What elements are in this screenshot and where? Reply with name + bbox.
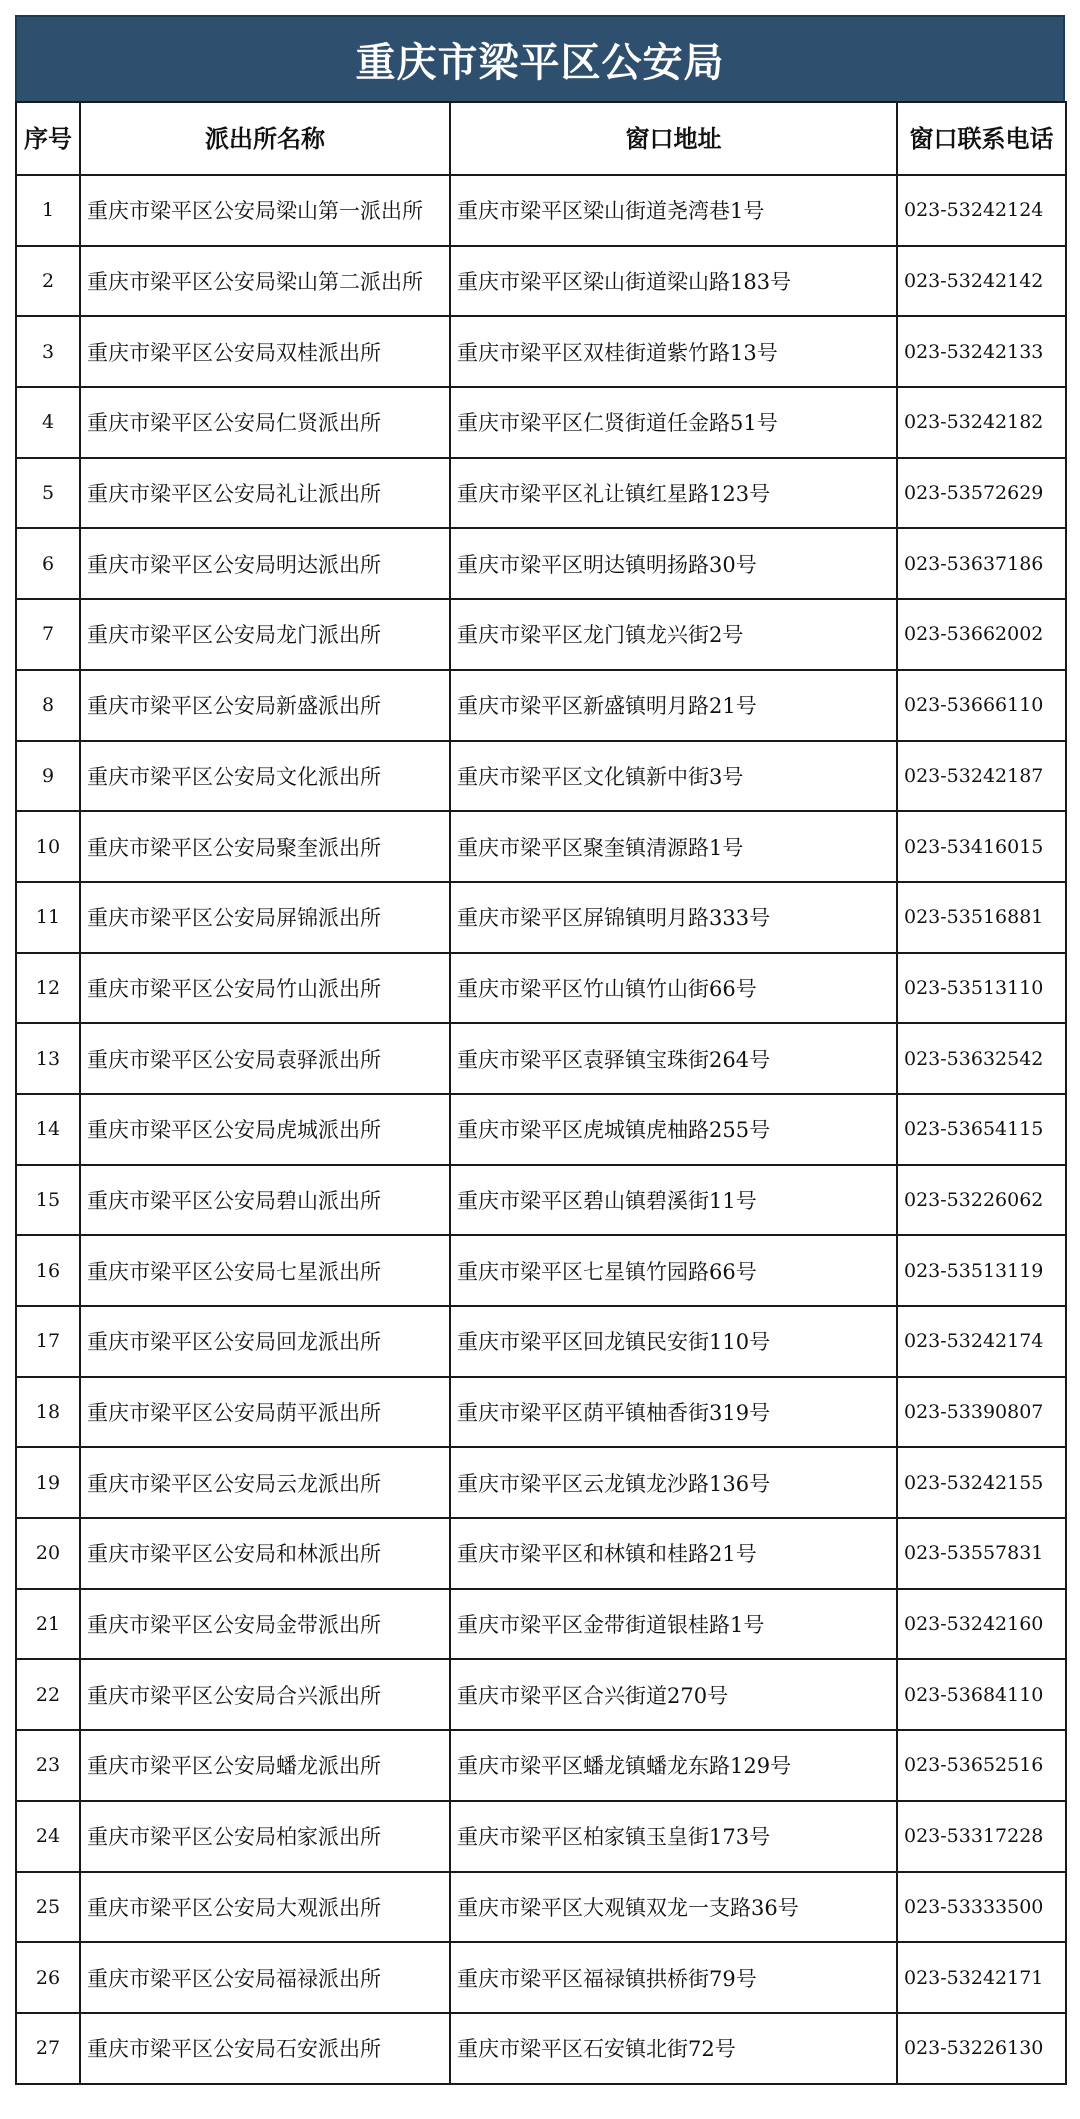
station-name-cell: 重庆市梁平区公安局聚奎派出所 (80, 811, 450, 882)
phone-cell: 023-53242155 (897, 1447, 1066, 1518)
phone-cell: 023-53333500 (897, 1872, 1066, 1943)
row-number-cell: 7 (16, 599, 80, 670)
address-cell: 重庆市梁平区柏家镇玉皇街173号 (450, 1801, 897, 1872)
station-name-cell: 重庆市梁平区公安局云龙派出所 (80, 1447, 450, 1518)
station-name-cell: 重庆市梁平区公安局碧山派出所 (80, 1165, 450, 1236)
table-row (16, 953, 1066, 1024)
address-cell: 重庆市梁平区金带街道银桂路1号 (450, 1589, 897, 1660)
row-number-cell: 21 (16, 1589, 80, 1660)
table-row (16, 1659, 1066, 1730)
station-name-cell: 重庆市梁平区公安局七星派出所 (80, 1235, 450, 1306)
address-cell: 重庆市梁平区新盛镇明月路21号 (450, 670, 897, 741)
row-number-cell: 15 (16, 1165, 80, 1236)
station-name-cell: 重庆市梁平区公安局虎城派出所 (80, 1094, 450, 1165)
station-name-cell: 重庆市梁平区公安局竹山派出所 (80, 953, 450, 1024)
page-title: 重庆市梁平区公安局 (15, 15, 1065, 101)
station-name-cell: 重庆市梁平区公安局新盛派出所 (80, 670, 450, 741)
row-number-cell: 19 (16, 1447, 80, 1518)
table-row (16, 2013, 1066, 2084)
address-cell: 重庆市梁平区虎城镇虎柚路255号 (450, 1094, 897, 1165)
row-number-cell: 8 (16, 670, 80, 741)
table-header-row (16, 102, 1066, 175)
address-cell: 重庆市梁平区双桂街道紫竹路13号 (450, 316, 897, 387)
station-name-cell: 重庆市梁平区公安局梁山第一派出所 (80, 175, 450, 246)
station-name-cell: 重庆市梁平区公安局梁山第二派出所 (80, 246, 450, 317)
address-cell: 重庆市梁平区荫平镇柚香街319号 (450, 1377, 897, 1448)
row-number-cell: 20 (16, 1518, 80, 1589)
police-station-document (15, 15, 1065, 2085)
table-row (16, 316, 1066, 387)
station-name-cell: 重庆市梁平区公安局礼让派出所 (80, 458, 450, 529)
phone-cell: 023-53572629 (897, 458, 1066, 529)
address-cell: 重庆市梁平区碧山镇碧溪街11号 (450, 1165, 897, 1236)
phone-cell: 023-53652516 (897, 1730, 1066, 1801)
phone-cell: 023-53226130 (897, 2013, 1066, 2084)
row-number-cell: 25 (16, 1872, 80, 1943)
row-number-cell: 22 (16, 1659, 80, 1730)
row-number-cell: 12 (16, 953, 80, 1024)
table-row (16, 175, 1066, 246)
station-name-cell: 重庆市梁平区公安局屏锦派出所 (80, 882, 450, 953)
station-name-cell: 重庆市梁平区公安局回龙派出所 (80, 1306, 450, 1377)
station-name-cell: 重庆市梁平区公安局石安派出所 (80, 2013, 450, 2084)
row-number-cell: 14 (16, 1094, 80, 1165)
address-cell: 重庆市梁平区回龙镇民安街110号 (450, 1306, 897, 1377)
phone-cell: 023-53557831 (897, 1518, 1066, 1589)
phone-cell: 023-53632542 (897, 1023, 1066, 1094)
station-name-cell: 重庆市梁平区公安局合兴派出所 (80, 1659, 450, 1730)
table-row (16, 882, 1066, 953)
table-row (16, 1023, 1066, 1094)
address-cell: 重庆市梁平区袁驿镇宝珠街264号 (450, 1023, 897, 1094)
address-cell: 重庆市梁平区梁山街道尧湾巷1号 (450, 175, 897, 246)
table-row (16, 1518, 1066, 1589)
table-row (16, 1235, 1066, 1306)
table-row (16, 670, 1066, 741)
phone-cell: 023-53242171 (897, 1942, 1066, 2013)
station-name-cell: 重庆市梁平区公安局福禄派出所 (80, 1942, 450, 2013)
phone-cell: 023-53317228 (897, 1801, 1066, 1872)
table-row (16, 1801, 1066, 1872)
column-header-station-name: 派出所名称 (80, 102, 450, 175)
address-cell: 重庆市梁平区七星镇竹园路66号 (450, 1235, 897, 1306)
address-cell: 重庆市梁平区云龙镇龙沙路136号 (450, 1447, 897, 1518)
phone-cell: 023-53662002 (897, 599, 1066, 670)
station-name-cell: 重庆市梁平区公安局荫平派出所 (80, 1377, 450, 1448)
row-number-cell: 1 (16, 175, 80, 246)
table-row (16, 1306, 1066, 1377)
column-header-number: 序号 (16, 102, 80, 175)
table-row (16, 1730, 1066, 1801)
row-number-cell: 23 (16, 1730, 80, 1801)
station-name-cell: 重庆市梁平区公安局蟠龙派出所 (80, 1730, 450, 1801)
phone-cell: 023-53242174 (897, 1306, 1066, 1377)
address-cell: 重庆市梁平区石安镇北街72号 (450, 2013, 897, 2084)
phone-cell: 023-53242187 (897, 741, 1066, 812)
row-number-cell: 27 (16, 2013, 80, 2084)
station-name-cell: 重庆市梁平区公安局袁驿派出所 (80, 1023, 450, 1094)
station-name-cell: 重庆市梁平区公安局和林派出所 (80, 1518, 450, 1589)
table-row (16, 1447, 1066, 1518)
phone-cell: 023-53242124 (897, 175, 1066, 246)
station-name-cell: 重庆市梁平区公安局双桂派出所 (80, 316, 450, 387)
row-number-cell: 4 (16, 387, 80, 458)
address-cell: 重庆市梁平区合兴街道270号 (450, 1659, 897, 1730)
station-table (15, 101, 1067, 2085)
row-number-cell: 16 (16, 1235, 80, 1306)
address-cell: 重庆市梁平区梁山街道梁山路183号 (450, 246, 897, 317)
phone-cell: 023-53666110 (897, 670, 1066, 741)
row-number-cell: 9 (16, 741, 80, 812)
row-number-cell: 18 (16, 1377, 80, 1448)
phone-cell: 023-53637186 (897, 528, 1066, 599)
address-cell: 重庆市梁平区文化镇新中街3号 (450, 741, 897, 812)
address-cell: 重庆市梁平区福禄镇拱桥街79号 (450, 1942, 897, 2013)
address-cell: 重庆市梁平区龙门镇龙兴街2号 (450, 599, 897, 670)
table-row (16, 1942, 1066, 2013)
station-name-cell: 重庆市梁平区公安局明达派出所 (80, 528, 450, 599)
station-name-cell: 重庆市梁平区公安局龙门派出所 (80, 599, 450, 670)
phone-cell: 023-53654115 (897, 1094, 1066, 1165)
address-cell: 重庆市梁平区和林镇和桂路21号 (450, 1518, 897, 1589)
table-row (16, 741, 1066, 812)
phone-cell: 023-53516881 (897, 882, 1066, 953)
column-header-address: 窗口地址 (450, 102, 897, 175)
address-cell: 重庆市梁平区礼让镇红星路123号 (450, 458, 897, 529)
phone-cell: 023-53390807 (897, 1377, 1066, 1448)
phone-cell: 023-53242160 (897, 1589, 1066, 1660)
table-row (16, 1094, 1066, 1165)
table-row (16, 1872, 1066, 1943)
address-cell: 重庆市梁平区蟠龙镇蟠龙东路129号 (450, 1730, 897, 1801)
phone-cell: 023-53242182 (897, 387, 1066, 458)
column-header-phone: 窗口联系电话 (897, 102, 1066, 175)
table-row (16, 387, 1066, 458)
station-name-cell: 重庆市梁平区公安局金带派出所 (80, 1589, 450, 1660)
address-cell: 重庆市梁平区大观镇双龙一支路36号 (450, 1872, 897, 1943)
row-number-cell: 26 (16, 1942, 80, 2013)
address-cell: 重庆市梁平区屏锦镇明月路333号 (450, 882, 897, 953)
station-name-cell: 重庆市梁平区公安局仁贤派出所 (80, 387, 450, 458)
row-number-cell: 13 (16, 1023, 80, 1094)
table-row (16, 599, 1066, 670)
phone-cell: 023-53226062 (897, 1165, 1066, 1236)
row-number-cell: 6 (16, 528, 80, 599)
phone-cell: 023-53242142 (897, 246, 1066, 317)
table-row (16, 811, 1066, 882)
station-name-cell: 重庆市梁平区公安局大观派出所 (80, 1872, 450, 1943)
phone-cell: 023-53416015 (897, 811, 1066, 882)
address-cell: 重庆市梁平区聚奎镇清源路1号 (450, 811, 897, 882)
row-number-cell: 24 (16, 1801, 80, 1872)
phone-cell: 023-53242133 (897, 316, 1066, 387)
table-row (16, 1589, 1066, 1660)
phone-cell: 023-53513119 (897, 1235, 1066, 1306)
station-name-cell: 重庆市梁平区公安局文化派出所 (80, 741, 450, 812)
table-row (16, 528, 1066, 599)
table-body (16, 175, 1066, 2084)
phone-cell: 023-53684110 (897, 1659, 1066, 1730)
row-number-cell: 11 (16, 882, 80, 953)
table-row (16, 1165, 1066, 1236)
table-row (16, 246, 1066, 317)
row-number-cell: 17 (16, 1306, 80, 1377)
table-row (16, 1377, 1066, 1448)
phone-cell: 023-53513110 (897, 953, 1066, 1024)
address-cell: 重庆市梁平区竹山镇竹山街66号 (450, 953, 897, 1024)
address-cell: 重庆市梁平区明达镇明扬路30号 (450, 528, 897, 599)
row-number-cell: 3 (16, 316, 80, 387)
row-number-cell: 5 (16, 458, 80, 529)
table-row (16, 458, 1066, 529)
station-name-cell: 重庆市梁平区公安局柏家派出所 (80, 1801, 450, 1872)
address-cell: 重庆市梁平区仁贤街道任金路51号 (450, 387, 897, 458)
row-number-cell: 2 (16, 246, 80, 317)
row-number-cell: 10 (16, 811, 80, 882)
